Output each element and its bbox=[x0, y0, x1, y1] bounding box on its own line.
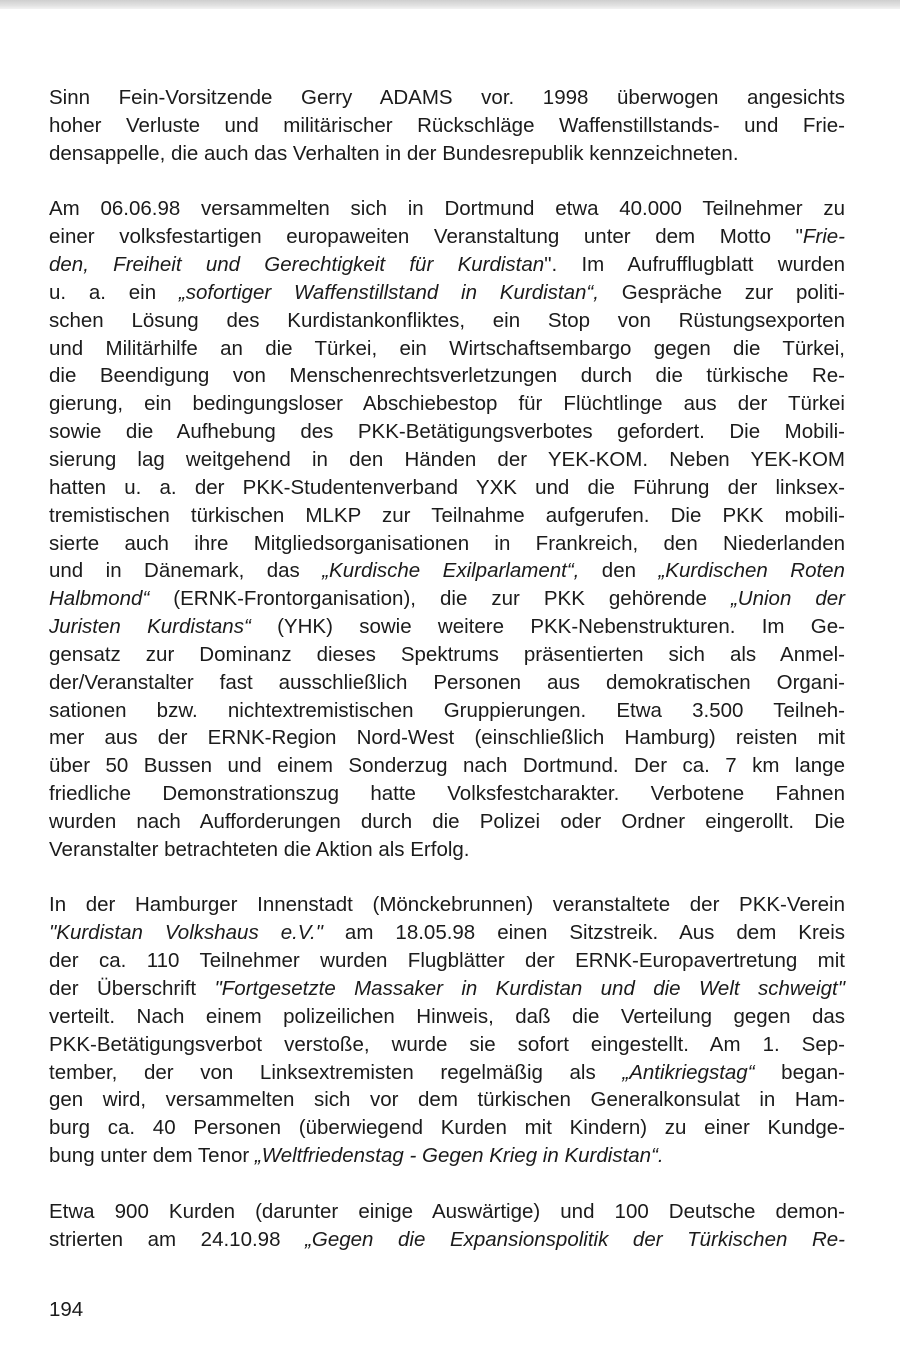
text-segment: über 50 Bussen und einem Sonderzug nach Dortmund. Der ca. 7 km lange bbox=[49, 754, 845, 778]
top-edge-rule bbox=[0, 0, 900, 9]
text-segment: u. a. ein bbox=[49, 280, 179, 304]
text-line bbox=[49, 195, 845, 223]
text-line bbox=[49, 362, 845, 390]
text-segment: Etwa 900 Kurden (darunter einige Auswärtige) und 100 Deutsche demon- bbox=[49, 1199, 845, 1223]
text-segment: (YHK) sowie weitere PKK-Nebenstrukturen. Im Ge- bbox=[250, 615, 845, 639]
text-segment: hatten u. a. der PKK-Studentenverband YXK und die Führung der linksex- bbox=[49, 475, 845, 499]
text-segment: gierung, ein bedingungsloser Abschiebestop für Flüchtlinge aus der Türkei bbox=[49, 392, 845, 416]
text-line bbox=[49, 919, 845, 947]
text-line bbox=[49, 641, 845, 669]
italic-quote: „Kurdische Exilparlament“, bbox=[322, 559, 580, 583]
text-segment: sierte auch ihre Mitgliedsorganisationen in Frankreich, den Niederlanden bbox=[49, 531, 845, 555]
text-segment: burg ca. 40 Personen (überwiegend Kurden mit Kindern) zu einer Kundge- bbox=[49, 1116, 845, 1140]
text-segment: sationen bzw. nichtextremistischen Gruppierungen. Etwa 3.500 Teilneh- bbox=[49, 698, 845, 722]
text-line bbox=[49, 140, 845, 168]
text-segment: die Beendigung von Menschenrechtsverletzungen durch die türkische Re- bbox=[49, 364, 845, 388]
text-line bbox=[49, 1059, 845, 1087]
text-line bbox=[49, 697, 845, 725]
text-line bbox=[49, 1031, 845, 1059]
italic-quote: Halbmond“ bbox=[49, 587, 150, 611]
text-segment: Gespräche zur politi- bbox=[598, 280, 845, 304]
text-line bbox=[49, 752, 845, 780]
text-line bbox=[49, 84, 845, 112]
text-segment: PKK-Betätigungsverbot verstoße, wurde sie sofort eingestellt. Am 1. Sep- bbox=[49, 1032, 845, 1056]
page-number: 194 bbox=[49, 1298, 84, 1321]
italic-quote: „sofortiger Waffenstillstand in Kurdistan“, bbox=[178, 280, 599, 304]
text-line bbox=[49, 418, 845, 446]
text-segment: am 18.05.98 einen Sitzstreik. Aus dem Kreis bbox=[322, 921, 845, 945]
text-line bbox=[49, 1003, 845, 1031]
text-segment: der Überschrift bbox=[49, 977, 215, 1000]
paragraph bbox=[49, 84, 845, 168]
text-line bbox=[49, 891, 845, 919]
text-segment: und Militärhilfe an die Türkei, ein Wirtschaftsembargo gegen die Türkei, bbox=[49, 336, 845, 360]
text-line bbox=[49, 947, 845, 975]
text-segment: bung unter dem Tenor bbox=[49, 1144, 255, 1168]
text-line bbox=[49, 724, 845, 752]
italic-quote: „Gegen die Expansionspolitik der Türkischen Re- bbox=[305, 1227, 845, 1251]
text-segment: sierung lag weitgehend in den Händen der YEK-KOM. Neben YEK-KOM bbox=[49, 447, 845, 471]
text-segment: und in Dänemark, das bbox=[49, 559, 323, 583]
text-segment: wurden nach Aufforderungen durch die Polizei oder Ordner eingerollt. Die bbox=[49, 809, 845, 833]
text-line bbox=[49, 502, 845, 530]
text-line bbox=[49, 112, 845, 140]
text-line bbox=[49, 307, 845, 335]
text-line bbox=[49, 1198, 845, 1226]
text-line bbox=[49, 613, 845, 641]
text-segment: Sinn Fein-Vorsitzende Gerry ADAMS vor. 1998 überwogen angesichts bbox=[49, 86, 845, 109]
text-segment: densappelle, die auch das Verhalten in der Bundesrepublik kennzeichneten. bbox=[49, 141, 739, 165]
text-segment: den bbox=[579, 559, 659, 583]
text-line bbox=[49, 390, 845, 418]
text-segment: mer aus der ERNK-Region Nord-West (einschließlich Hamburg) reisten mit bbox=[49, 726, 845, 750]
text-segment: friedliche Demonstrationszug hatte Volksfestcharakter. Verbotene Fahnen bbox=[49, 782, 845, 806]
italic-quote: Frie- bbox=[802, 225, 845, 249]
italic-quote: „Union der bbox=[730, 587, 846, 611]
text-line bbox=[49, 446, 845, 474]
text-segment: der/Veranstalter fast ausschließlich Personen aus demokratischen Organi- bbox=[49, 670, 845, 694]
text-line bbox=[49, 1114, 845, 1142]
text-line bbox=[49, 836, 845, 864]
italic-quote: „Weltfriedenstag - Gegen Krieg in Kurdistan“. bbox=[254, 1144, 664, 1168]
text-segment: hoher Verluste und militärischer Rückschläge Waffenstillstands- und Frie- bbox=[49, 113, 845, 137]
text-segment: began- bbox=[754, 1060, 846, 1084]
text-line bbox=[49, 1086, 845, 1114]
text-line bbox=[49, 557, 845, 585]
italic-quote: „Antikriegstag“ bbox=[622, 1060, 755, 1084]
text-segment: tember, der von Linksextremisten regelmäßig als bbox=[49, 1060, 623, 1084]
text-line bbox=[49, 975, 845, 1003]
text-line bbox=[49, 1142, 845, 1170]
text-line bbox=[49, 585, 845, 613]
paragraph bbox=[49, 1198, 845, 1254]
paragraph bbox=[49, 195, 845, 863]
text-segment: gen wird, versammelten sich vor dem türkischen Generalkonsulat in Ham- bbox=[49, 1088, 845, 1112]
text-line bbox=[49, 474, 845, 502]
italic-quote: "Fortgesetzte Massaker in Kurdistan und die Welt schweigt" bbox=[214, 977, 845, 1000]
text-segment: (ERNK-Frontorganisation), die zur PKK gehörende bbox=[149, 587, 731, 611]
italic-quote: Juristen Kurdistans“ bbox=[49, 615, 251, 639]
text-segment: ". Im Aufrufflugblatt wurden bbox=[544, 253, 846, 277]
text-segment: tremistischen türkischen MLKP zur Teilnahme aufgerufen. Die PKK mobili- bbox=[49, 503, 845, 527]
text-line bbox=[49, 808, 845, 836]
text-segment: Am 06.06.98 versammelten sich in Dortmund etwa 40.000 Teilnehmer zu bbox=[49, 197, 845, 221]
text-line bbox=[49, 251, 845, 279]
text-segment: schen Lösung des Kurdistankonfliktes, ein Stop von Rüstungsexporten bbox=[49, 308, 845, 332]
text-segment: verteilt. Nach einem polizeilichen Hinweis, daß die Verteilung gegen das bbox=[49, 1004, 845, 1028]
text-line bbox=[49, 530, 845, 558]
text-segment: Veranstalter betrachteten die Aktion als Erfolg. bbox=[49, 837, 470, 861]
italic-quote: „Kurdischen Roten bbox=[658, 559, 845, 583]
text-segment: sowie die Aufhebung des PKK-Betätigungsverbotes gefordert. Die Mobili- bbox=[49, 420, 845, 444]
text-line bbox=[49, 279, 845, 307]
italic-quote: "Kurdistan Volkshaus e.V." bbox=[49, 921, 323, 945]
text-line bbox=[49, 780, 845, 808]
italic-quote: den, Freiheit und Gerechtigkeit für Kurdistan bbox=[49, 253, 545, 277]
text-line bbox=[49, 669, 845, 697]
text-segment: einer volksfestartigen europaweiten Veranstaltung unter dem Motto " bbox=[49, 225, 803, 249]
text-line bbox=[49, 223, 845, 251]
paragraph bbox=[49, 891, 845, 1169]
text-segment: In der Hamburger Innenstadt (Mönckebrunnen) veranstaltete der PKK-Verein bbox=[49, 893, 845, 917]
text-segment: strierten am 24.10.98 bbox=[49, 1227, 306, 1251]
body-text bbox=[49, 84, 845, 1253]
text-segment: der ca. 110 Teilnehmer wurden Flugblätter der ERNK-Europavertretung mit bbox=[49, 949, 845, 973]
text-segment: gensatz zur Dominanz dieses Spektrums präsentierten sich als Anmel- bbox=[49, 642, 845, 666]
text-line bbox=[49, 335, 845, 363]
text-line bbox=[49, 1226, 845, 1254]
